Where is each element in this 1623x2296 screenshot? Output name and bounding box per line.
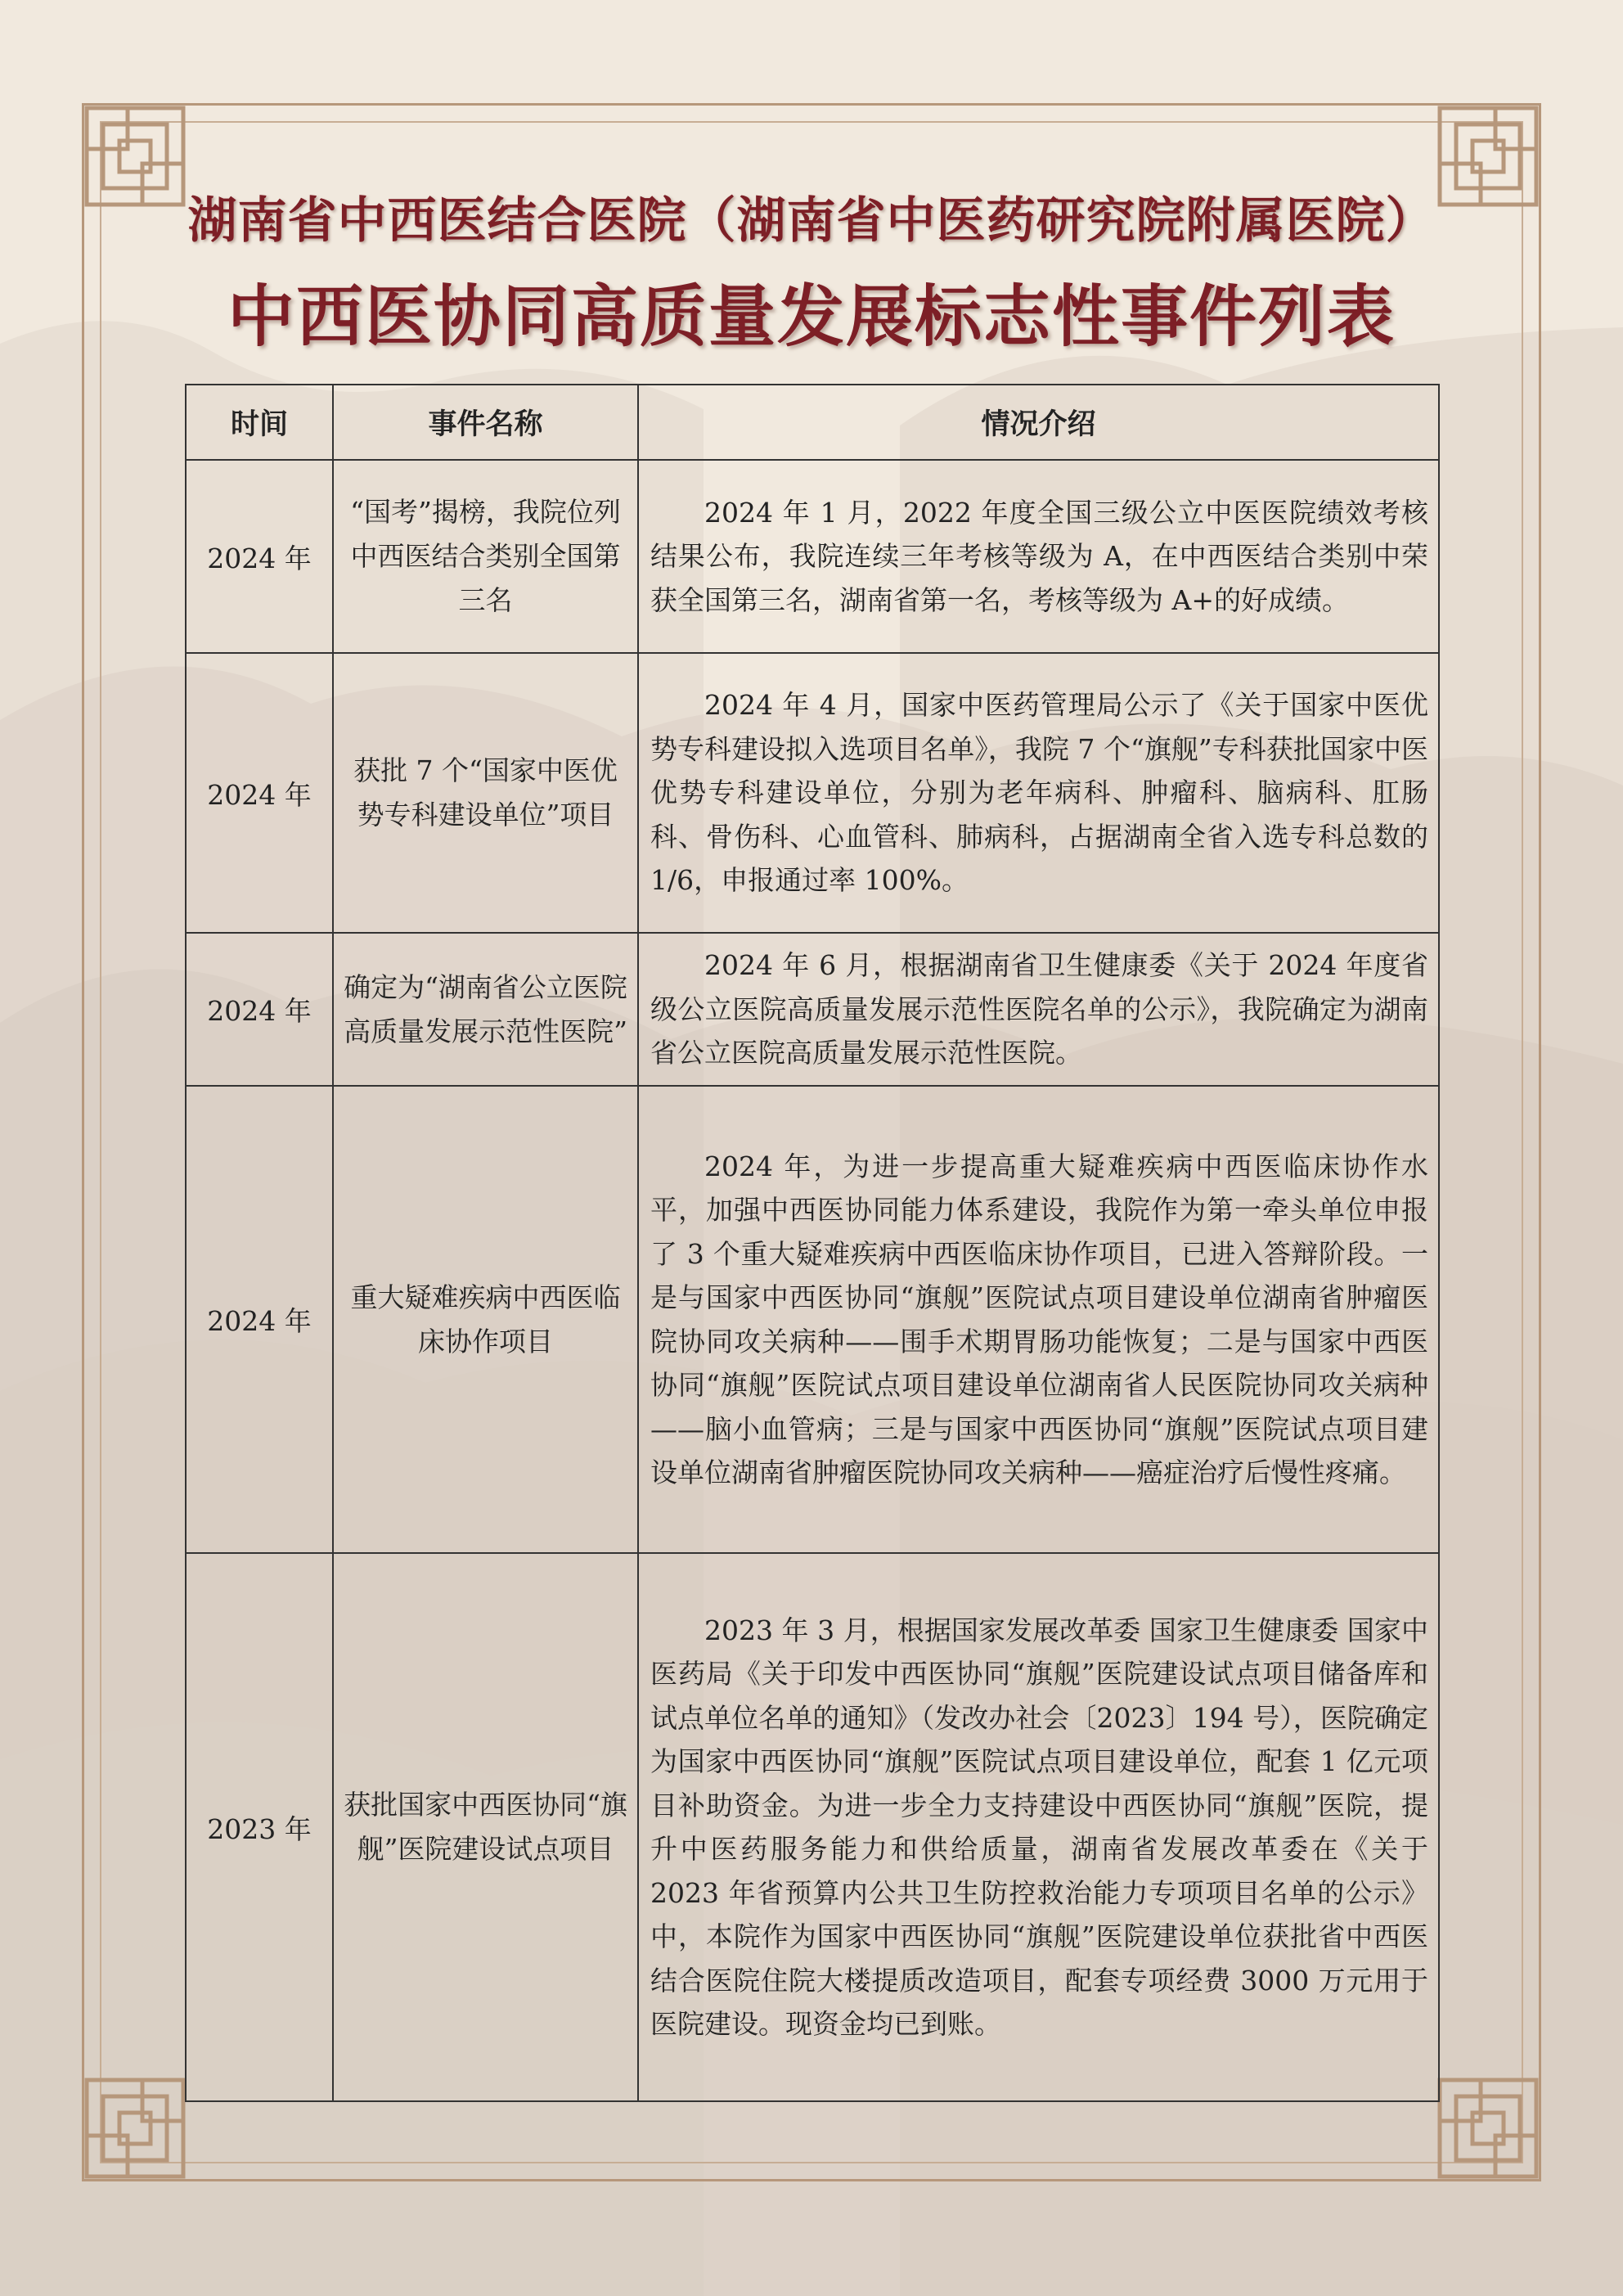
table-row [186,653,1439,933]
event-name: 重大疑难疾病中西医临床协作项目 [333,1086,638,1553]
event-time: 2024 年 [186,1086,333,1553]
table-row [186,933,1439,1086]
milestone-events-table [185,384,1440,2102]
event-time: 2024 年 [186,653,333,933]
column-header-description: 情况介绍 [638,385,1439,460]
event-description: 2024 年 1 月，2022 年度全国三级公立中医医院绩效考核结果公布，我院连续三年考核等级为 A，在中西医结合类别中荣获全国第三名，湖南省第一名，考核等级为 A+的好成绩。 [638,460,1439,653]
event-description: 2024 年，为进一步提高重大疑难疾病中西医临床协作水平，加强中西医协同能力体系建设，我院作为第一牵头单位申报了 3 个重大疑难疾病中西医临床协作项目，已进入答辩阶段。一是与国家中西医协同“旗舰”医院试点项目建设单位湖南省肿瘤医院协同攻关病种——围手术期胃肠功能恢复；二是与国家中西医协同“旗舰”医院试点项目建设单位湖南省人民医院协同攻关病种——脑小血管病；三是与国家中西医协同“旗舰”医院试点项目建设单位湖南省肿瘤医院协同攻关病种——癌症治疗后慢性疼痛。 [638,1086,1439,1553]
event-time: 2023 年 [186,1553,333,2101]
event-name: 获批国家中西医协同“旗舰”医院建设试点项目 [333,1553,638,2101]
hospital-name-title: 湖南省中西医结合医院（湖南省中医药研究院附属医院） [187,192,1436,250]
event-name: 确定为“湖南省公立医院高质量发展示范性医院” [333,933,638,1086]
event-time: 2024 年 [186,933,333,1086]
column-header-time: 时间 [186,385,333,460]
table-row [186,1553,1439,2101]
table-header-row [186,385,1439,460]
event-name: 获批 7 个“国家中医优势专科建设单位”项目 [333,653,638,933]
event-name: “国考”揭榜，我院位列中西医结合类别全国第三名 [333,460,638,653]
event-time: 2024 年 [186,460,333,653]
table-row [186,1086,1439,1553]
corner-ornament-bottom-left [82,2075,188,2181]
event-description: 2024 年 4 月，国家中医药管理局公示了《关于国家中医优势专科建设拟入选项目名单》，我院 7 个“旗舰”专科获批国家中医优势专科建设单位，分别为老年病科、肿瘤科、脑病科、肛肠科、骨伤科、心血管科、肺病科，占据湖南全省入选专科总数的 1/6，申报通过率 100%。 [638,653,1439,933]
column-header-event-name: 事件名称 [333,385,638,460]
event-description: 2024 年 6 月，根据湖南省卫生健康委《关于 2024 年度省级公立医院高质量发展示范性医院名单的公示》，我院确定为湖南省公立医院高质量发展示范性医院。 [638,933,1439,1086]
corner-ornament-bottom-right [1435,2075,1541,2181]
event-description: 2023 年 3 月，根据国家发展改革委 国家卫生健康委 国家中医药局《关于印发中西医协同“旗舰”医院建设试点项目储备库和试点单位名单的通知》（发改办社会〔2023〕194 号），医院确定为国家中西医协同“旗舰”医院试点项目建设单位，配套 1 亿元项目补助资金。为进一步全力支持建设中西医协同“旗舰”医院，提升中医药服务能力和供给质量，湖南省发展改革委在《关于 2023 年省预算内公共卫生防控救治能力专项项目名单的公示》中，本院作为国家中西医协同“旗舰”医院建设单位获批省中西医结合医院住院大楼提质改造项目，配套专项经费 3000 万元用于医院建设。现资金均已到账。 [638,1553,1439,2101]
page-title: 中西医协同高质量发展标志性事件列表 [227,277,1396,356]
table-row [186,460,1439,653]
